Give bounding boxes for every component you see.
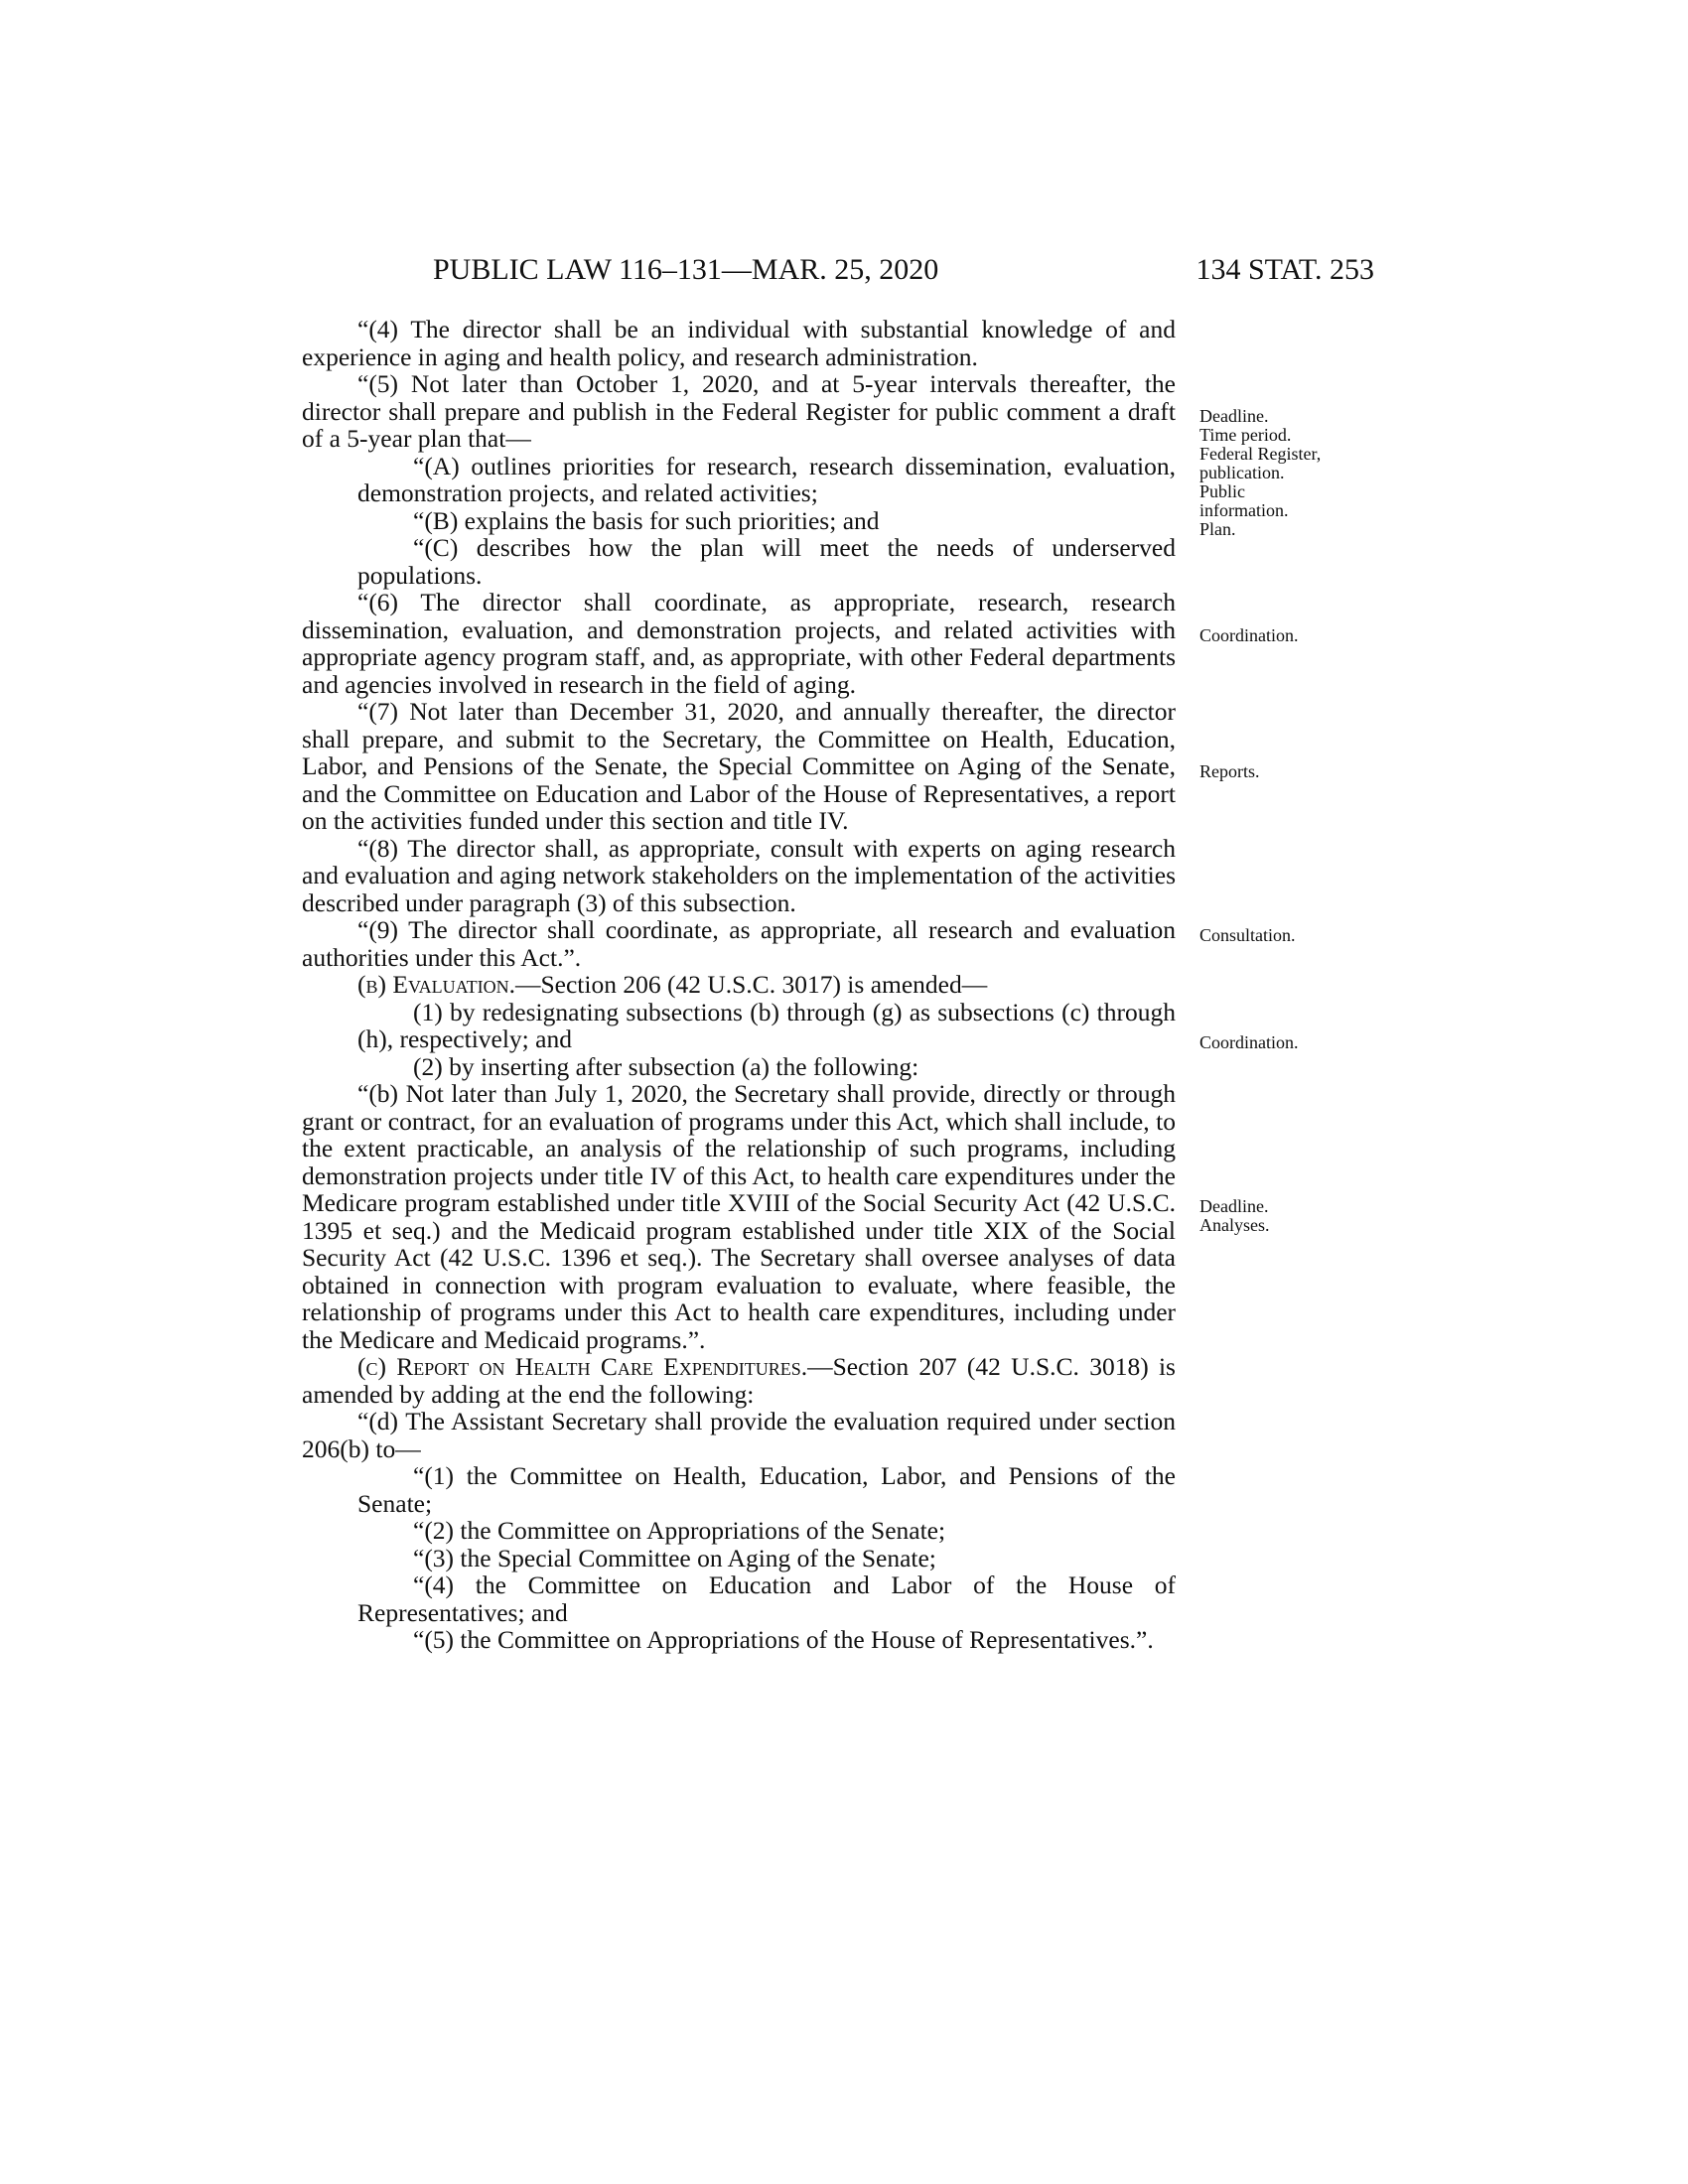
body-text [302, 316, 1176, 1654]
subsection-b-item-1: (1) by redesignating subsections (b) through (g) as subsections (c) through (h), respectively; and [357, 997, 1176, 1053]
subsection-d-item-3: “(3) the Special Committee on Aging of the Senate; [413, 1543, 936, 1572]
subsection-b [302, 971, 1176, 999]
margin-note-federal-register: Federal Register, publication. [1199, 444, 1322, 482]
subsection-b-heading: (b) Evaluation. [357, 970, 515, 999]
paragraph-8: “(8) The director shall, as appropriate, consult with experts on aging research and evaluation and aging network stakeholders on the implementation of the activities described under paragraph (3) of this subsection. [302, 833, 1176, 917]
header-stat-page: 134 STAT. 253 [1196, 253, 1374, 286]
subsection-c-text: —Section 207 (42 U.S.C. 3018) is amended by adding at the end the following: [302, 1352, 1176, 1409]
header-title: PUBLIC LAW 116–131—MAR. 25, 2020 [433, 253, 939, 286]
paragraph-5: “(5) Not later than October 1, 2020, and at 5-year intervals thereafter, the director shall prepare and publish in the Federal Register for public comment a draft of a 5-year plan that— [302, 369, 1176, 453]
margin-note-deadline: Deadline. [1199, 406, 1269, 426]
subsection-d: “(d) The Assistant Secretary shall provide the evaluation required under section 206(b) to— [302, 1407, 1176, 1463]
margin-note-coordination: Coordination. [1199, 625, 1299, 645]
subsection-d-item-2: “(2) the Committee on Appropriations of the Senate; [413, 1516, 946, 1545]
subsection-d-item-1: “(1) the Committee on Health, Education, Labor, and Pensions of the Senate; [357, 1461, 1176, 1518]
margin-note-public-information: Public information. [1199, 481, 1289, 520]
paragraph-9: “(9) The director shall coordinate, as appropriate, all research and evaluation authorities under this Act.”. [302, 915, 1176, 972]
margin-note-plan: Plan. [1199, 519, 1236, 539]
paragraph-4: “(4) The director shall be an individual with substantial knowledge of and experience in aging and health policy, and research administration. [302, 315, 1176, 371]
subsection-b-item-2: (2) by inserting after subsection (a) the following: [413, 1051, 919, 1081]
margin-note-analyses: Analyses. [1199, 1215, 1270, 1235]
paragraph-7: “(7) Not later than December 31, 2020, and annually thereafter, the director shall prepare, and submit to the Secretary, the Committee on Health, Education, Labor, and Pensions of the Senate, the Special Committee on Aging of the Senate, and the Committee on Education and Labor of the House of Representatives, a report on the activities funded under this section and title IV. [302, 697, 1176, 835]
paragraph-5b: “(B) explains the basis for such priorities; and [413, 505, 880, 535]
margin-note-reports: Reports. [1199, 761, 1260, 781]
margin-note-coordination-2: Coordination. [1199, 1032, 1299, 1052]
subsection-b-text: —Section 206 (42 U.S.C. 3017) is amended— [514, 970, 988, 999]
subsection-c-heading: (c) Report on Health Care Expenditures. [357, 1352, 808, 1381]
subsection-d-item-5: “(5) the Committee on Appropriations of the House of Representatives.”. [413, 1625, 1154, 1654]
margin-note-deadline-2: Deadline. [1199, 1196, 1269, 1216]
running-head [433, 250, 1374, 290]
subsection-d-item-4: “(4) the Committee on Education and Labor of the House of Representatives; and [357, 1570, 1176, 1627]
margin-note-consultation: Consultation. [1199, 925, 1296, 945]
margin-note-time-period: Time period. [1199, 425, 1292, 445]
paragraph-5c: “(C) describes how the plan will meet the needs of underserved populations. [357, 533, 1176, 590]
paragraph-5a: “(A) outlines priorities for research, research dissemination, evaluation, demonstration projects, and related activities; [357, 451, 1176, 507]
subsection-c [302, 1353, 1176, 1408]
subsection-b-quote: “(b) Not later than July 1, 2020, the Secretary shall provide, directly or through grant or contract, for an evaluation of programs under this Act, which shall include, to the extent practicable, an analysis of the relationship of such programs, including demonstration projects under title IV of this Act, to health care expenditures under the Medicare program established under title XVIII of the Social Security Act (42 U.S.C. 1395 et seq.) and the Medicaid program established under title XIX of the Social Security Act (42 U.S.C. 1396 et seq.). The Secretary shall oversee analyses of data obtained in connection with program evaluation to evaluate, where feasible, the relationship of programs under this Act to health care expenditures, including under the Medicare and Medicaid programs.”. [302, 1079, 1176, 1354]
paragraph-6: “(6) The director shall coordinate, as appropriate, research, research dissemination, evaluation, and demonstration projects, and related activities with appropriate agency program staff, and, as appropriate, with other Federal departments and agencies involved in research in the field of aging. [302, 588, 1176, 699]
